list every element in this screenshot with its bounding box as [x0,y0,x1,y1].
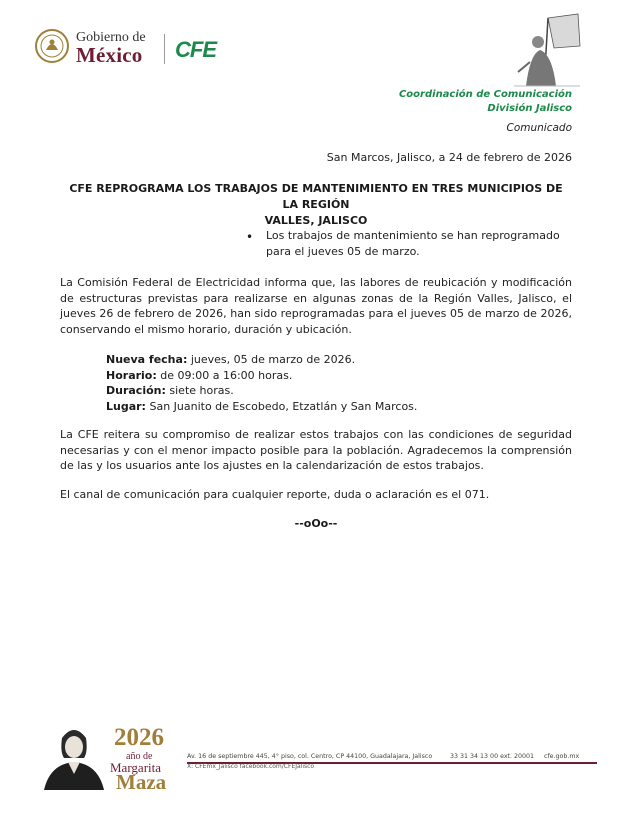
logo-divider [164,34,165,64]
paragraph-1: La Comisión Federal de Electricidad informa que, las labores de reubicación y modificación de estructuras previstas para realizarse en algunas zonas de la Región Valles, Jalisco, el jueves 26 de febrero de 2026, han sido reprogramadas para el jueves 05 de marzo de 2026, conservando el mismo horario, duración y ubicación. [60,276,572,336]
heroine-illustration-icon [508,12,586,90]
footer-social-links[interactable]: X: CFEmx_Jalisco facebook.com/CFEJalisco [187,763,315,770]
footer-phone: 33 31 34 13 00 ext. 20001 [450,753,535,760]
detail-label: Nueva fecha: [106,353,188,366]
dateline: San Marcos, Jalisco, a 24 de febrero de 2026 [326,151,572,164]
margarita-label: Margarita [110,760,162,775]
margarita-maza-portrait-icon [40,720,108,790]
title-line-2: VALLES, JALISCO [264,214,368,227]
footer-address: Av. 16 de septiembre 445, 4° piso, col. Centro, CP 44100, Guadalajara, Jalisco [187,753,433,760]
footer-website-link[interactable]: cfe.gob.mx [544,753,580,760]
detail-value: San Juanito de Escobedo, Etzatlán y San Marcos. [145,399,418,413]
bullet-text: Los trabajos de mantenimiento se han reprogramado para el jueves 05 de marzo. [266,229,560,258]
title-line-1: CFE REPROGRAMA LOS TRABAJOS DE MANTENIMIENTO EN TRES MUNICIPIOS DE LA REGIÓN [69,182,563,211]
detail-value: de 09:00 a 16:00 horas. [156,368,293,382]
paragraph-2: La CFE reitera su compromiso de realizar estos trabajos con las condiciones de seguridad necesarias y con el menor impacto posible para la población. Agradecemos la comprensión de las y los usuarios ante los ajustes en la calendarización de estos trabajos. [60,428,572,473]
paragraph-3: El canal de comunicación para cualquier reporte, duda o aclaración es el 071. [60,488,490,501]
mexico-seal-icon [34,28,70,64]
press-release-title [60,181,572,229]
ano-de-label: año de [126,751,153,762]
detail-row [106,352,417,368]
division-label: División Jalisco [487,103,572,114]
detail-label: Duración: [106,384,166,397]
gobierno-label: Gobierno de [76,30,146,45]
detail-label: Lugar: [106,399,146,413]
details-block [106,352,417,414]
year-2026-label: 2026 [114,724,164,751]
detail-value: siete horas. [165,384,234,397]
closing-mark: --oOo-- [294,517,338,530]
mexico-label: México [76,43,143,67]
detail-value: jueves, 05 de marzo de 2026. [187,353,356,366]
detail-row [106,383,417,399]
coordination-label: Coordinación de Comunicación [398,89,572,100]
detail-label: Horario: [106,368,157,382]
maza-label: Maza [116,770,167,794]
bullet-icon: • [246,230,254,244]
detail-row [106,368,417,384]
document-type-label: Comunicado [506,122,572,134]
cfe-logo: CFE [175,37,216,62]
detail-row [106,399,417,415]
